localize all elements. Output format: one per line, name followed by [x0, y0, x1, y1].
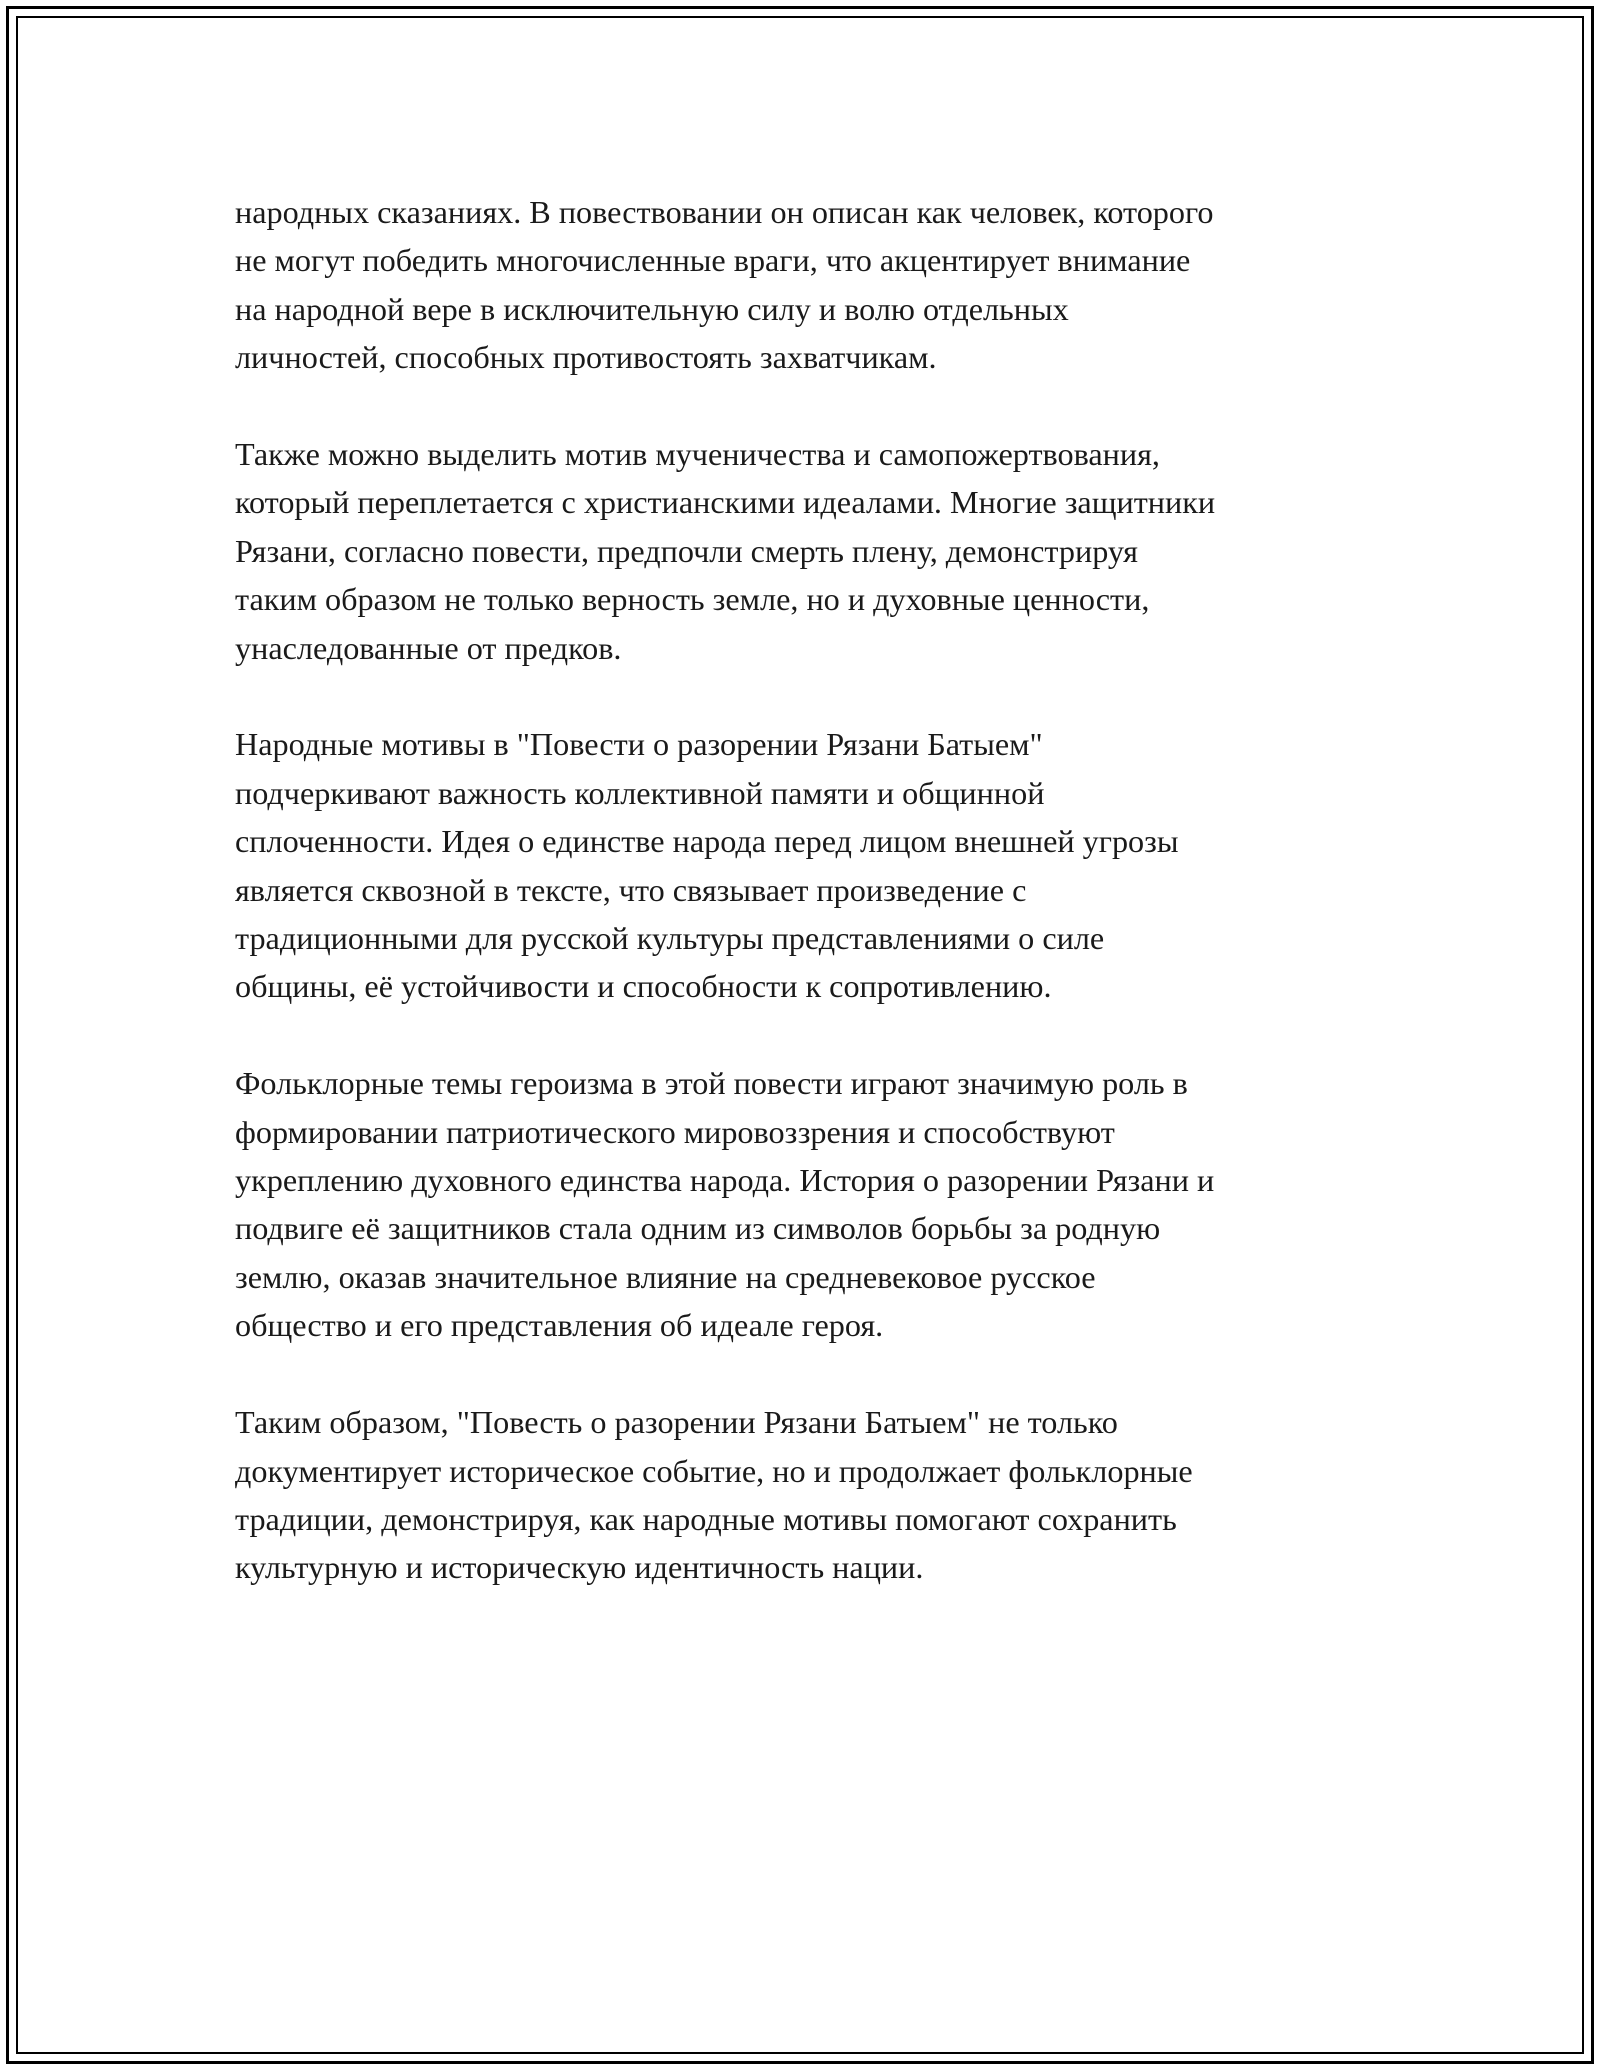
text-line: традиционными для русской культуры представлениями о силе: [235, 920, 1105, 957]
text-line: землю, оказав значительное влияние на средневековое русское: [235, 1258, 1096, 1295]
text-line: подвиге её защитников стала одним из символов борьбы за родную: [235, 1210, 1161, 1247]
paragraph-3: [235, 720, 1375, 1010]
text-line: традиции, демонстрируя, как народные мотивы помогают сохранить: [235, 1500, 1177, 1537]
text-line: общины, её устойчивости и способности к сопротивлению.: [235, 968, 1052, 1005]
text-line: не могут победить многочисленные враги, что акцентирует внимание: [235, 242, 1191, 279]
paragraph-4: [235, 1059, 1375, 1349]
paragraph-5: [235, 1398, 1375, 1592]
text-line: подчеркивают важность коллективной памяти и общинной: [235, 774, 1045, 811]
text-line: культурную и историческую идентичность нации.: [235, 1549, 924, 1586]
text-line: который переплетается с христианскими идеалами. Многие защитники: [235, 484, 1216, 521]
text-line: народных сказаниях. В повествовании он описан как человек, которого: [235, 194, 1214, 230]
document-body: [235, 188, 1375, 1640]
paragraph-1: [235, 188, 1375, 382]
text-line: унаследованные от предков.: [235, 629, 622, 666]
text-line: общество и его представления об идеале героя.: [235, 1307, 884, 1344]
text-line: Фольклорные темы героизма в этой повести играют значимую роль в: [235, 1065, 1188, 1102]
text-line: личностей, способных противостоять захватчикам.: [235, 339, 937, 376]
text-line: Таким образом, "Повесть о разорении Рязани Батыем" не только: [235, 1404, 1118, 1441]
text-line: Рязани, согласно повести, предпочли смерть плену, демонстрируя: [235, 532, 1138, 569]
paragraph-2: [235, 430, 1375, 672]
text-line: документирует историческое событие, но и продолжает фольклорные: [235, 1452, 1193, 1489]
text-line: таким образом не только верность земле, но и духовные ценности,: [235, 581, 1150, 618]
text-line: является сквозной в тексте, что связывает произведение с: [235, 871, 1027, 908]
text-line: Народные мотивы в "Повести о разорении Рязани Батыем": [235, 726, 1043, 763]
text-line: укреплению духовного единства народа. История о разорении Рязани и: [235, 1162, 1215, 1199]
text-line: на народной вере в исключительную силу и волю отдельных: [235, 290, 1069, 327]
text-line: Также можно выделить мотив мученичества и самопожертвования,: [235, 436, 1160, 473]
text-line: формировании патриотического мировоззрения и способствуют: [235, 1113, 1115, 1150]
text-line: сплоченности. Идея о единстве народа перед лицом внешней угрозы: [235, 823, 1179, 860]
